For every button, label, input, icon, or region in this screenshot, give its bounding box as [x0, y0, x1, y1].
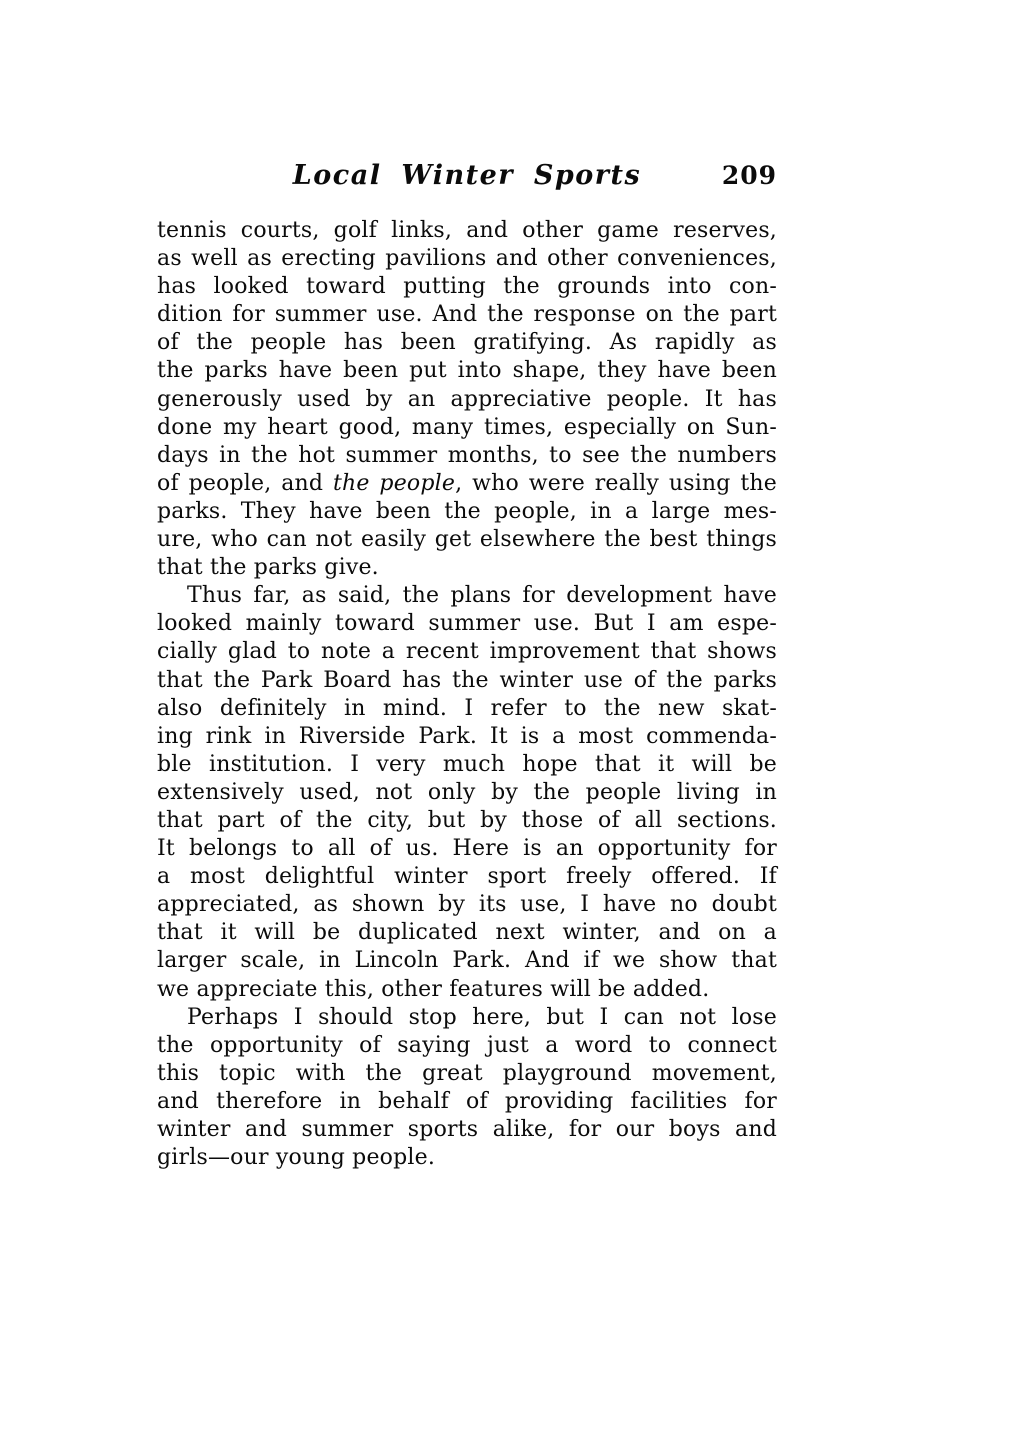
text-segment: and therefore in behalf of providing facilities for: [157, 1088, 777, 1114]
text-line: [157, 442, 777, 470]
page-number: 209: [721, 161, 777, 190]
text-line: [157, 470, 777, 498]
text-line: [157, 217, 777, 245]
text-segment: that part of the city, but by those of all sections.: [157, 807, 777, 833]
text-line: [157, 667, 777, 695]
text-segment: tennis courts, golf links, and other game reserves,: [157, 218, 777, 243]
text-line: [157, 779, 777, 807]
text-segment: ure, who can not easily get elsewhere the best things: [157, 527, 777, 553]
text-line: [157, 554, 777, 582]
text-line: [157, 498, 777, 526]
text-segment: done my heart good, many times, especially on Sun-: [157, 414, 777, 440]
text-segment: ble institution. I very much hope that it will be: [157, 751, 777, 777]
text-segment: cially glad to note a recent improvement that shows: [157, 639, 777, 665]
text-line: [157, 1144, 777, 1172]
text-line: [157, 638, 777, 666]
text-line: [157, 919, 777, 947]
text-line: [157, 976, 777, 1004]
text-segment: this topic with the great playground movement,: [157, 1060, 777, 1086]
text-segment: It belongs to all of us. Here is an opportunity for: [157, 836, 777, 862]
text-segment: winter and summer sports alike, for our boys and: [157, 1117, 777, 1142]
text-segment: the opportunity of saying just a word to connect: [157, 1032, 777, 1058]
text-segment: ing rink in Riverside Park. It is a most commenda-: [157, 723, 777, 749]
text-line: [157, 807, 777, 835]
text-line: [157, 329, 777, 357]
text-segment: extensively used, not only by the people living in: [157, 779, 777, 805]
text-segment: , who were really using the: [455, 470, 777, 496]
text-segment: looked mainly toward summer use. But I am espe-: [157, 611, 777, 637]
text-line: [157, 301, 777, 329]
text-line: [157, 751, 777, 779]
text-line: [157, 414, 777, 442]
text-segment: a most delightful winter sport freely offered. If: [157, 864, 777, 890]
text-segment: dition for summer use. And the response on the part: [157, 302, 777, 328]
text-segment: of people, and: [157, 470, 333, 496]
text-segment: that it will be duplicated next winter, and on a: [157, 920, 777, 946]
text-line: [157, 863, 777, 891]
text-line: [157, 1032, 777, 1060]
text-segment: of the people has been gratifying. As rapidly as: [157, 330, 777, 356]
italic-phrase: the people: [333, 470, 456, 496]
text-segment: parks. They have been the people, in a large mes-: [157, 498, 777, 524]
text-line: [157, 1088, 777, 1116]
text-line: [157, 1004, 777, 1032]
text-segment: girls—our young people.: [157, 1145, 436, 1171]
text-segment: that the parks give.: [157, 555, 379, 581]
running-title: Local Winter Sports: [292, 160, 642, 191]
text-line: [157, 245, 777, 273]
text-segment: Perhaps I should stop here, but I can not lose: [187, 1004, 777, 1030]
page-header: [157, 158, 777, 194]
text-line: [157, 526, 777, 554]
text-segment: Thus far, as said, the plans for development have: [187, 583, 777, 609]
text-line: [157, 891, 777, 919]
text-segment: the parks have been put into shape, they have been: [157, 358, 777, 384]
text-segment: has looked toward putting the grounds into con-: [157, 274, 777, 300]
text-line: [157, 695, 777, 723]
text-segment: larger scale, in Lincoln Park. And if we show that: [157, 948, 777, 974]
body-text: [157, 217, 777, 1172]
text-segment: generously used by an appreciative people. It has: [157, 386, 777, 412]
text-segment: also definitely in mind. I refer to the new skat-: [157, 695, 777, 721]
text-line: [157, 357, 777, 385]
text-line: [157, 1116, 777, 1144]
text-segment: as well as erecting pavilions and other conveniences,: [157, 246, 777, 272]
text-line: [157, 835, 777, 863]
text-line: [157, 386, 777, 414]
text-segment: appreciated, as shown by its use, I have no doubt: [157, 892, 777, 918]
text-segment: we appreciate this, other features will be added.: [157, 976, 710, 1002]
text-line: [157, 723, 777, 751]
text-line: [157, 273, 777, 301]
text-segment: days in the hot summer months, to see the numbers: [157, 442, 777, 468]
text-segment: that the Park Board has the winter use of the parks: [157, 667, 777, 693]
text-line: [157, 610, 777, 638]
text-line: [157, 1060, 777, 1088]
text-line: [157, 947, 777, 975]
text-line: [157, 582, 777, 610]
